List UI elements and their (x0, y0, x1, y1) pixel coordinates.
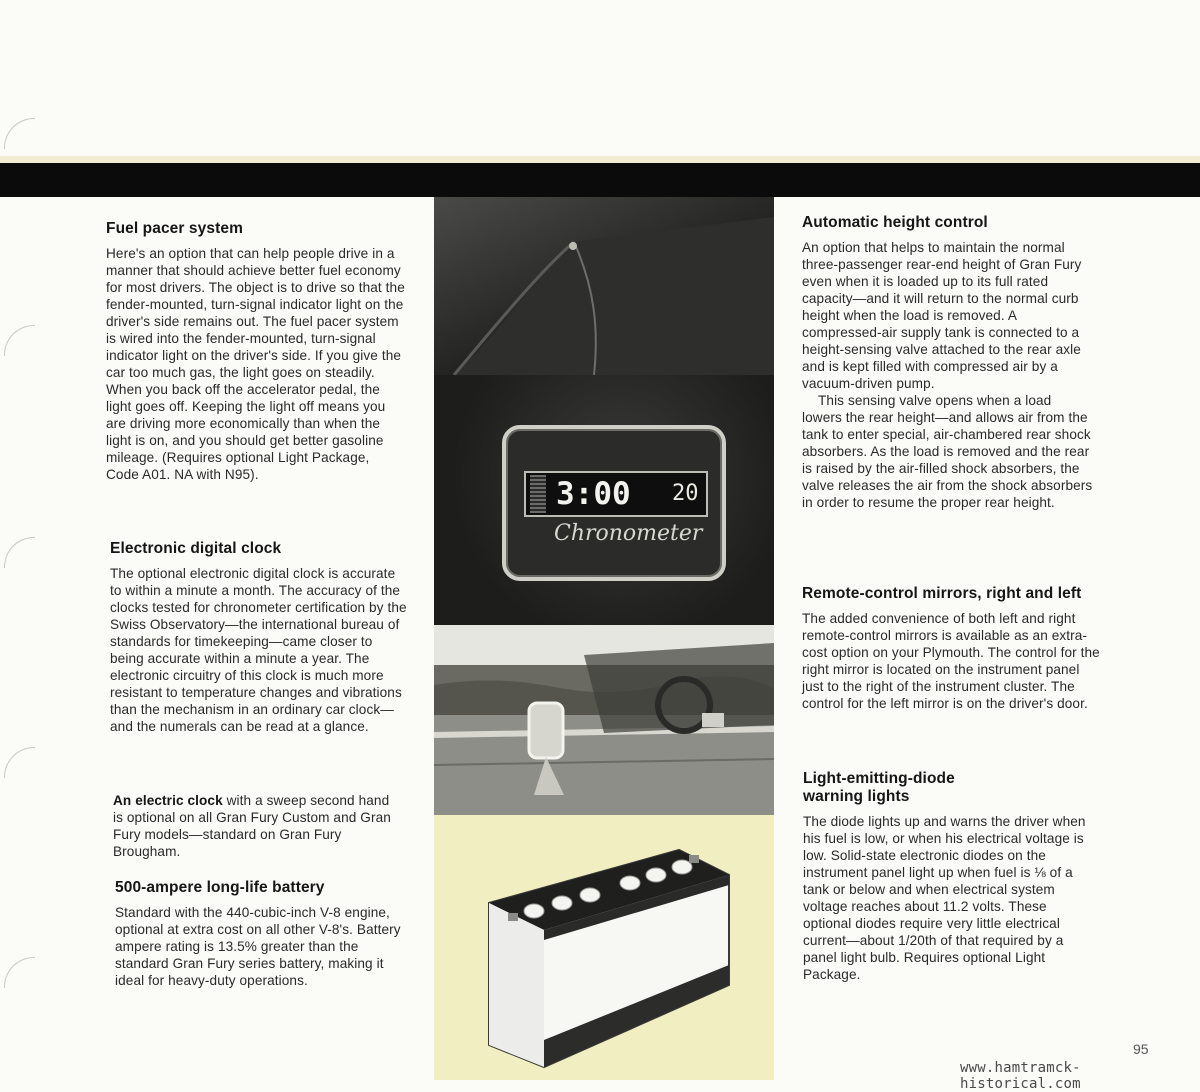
digital-clock-section (110, 540, 410, 735)
watermark: www.hamtramck-historical.com (960, 1060, 1081, 1092)
height-control-body-1: An option that helps to maintain the normal three-passenger rear-end height of Gran Fury even when it is loaded up to its full rated capacity—and it will return to the normal curb height when the load is removed. A compressed-air supply tank is connected to a height-sensing valve attached to the rear axle and is kept filled with compressed air by a vacuum-driven pump. (802, 240, 1082, 391)
led-body: The diode lights up and warns the driver when his fuel is low, or when his electrical voltage is low. Solid-state electronic diodes on the instrument panel light up when fuel is ⅛ of a tank or below and when electrical system voltage reaches about 11.2 volts. These optional diodes require very little electrical current—about 1/20th of that required by a panel light bulb. Requires optional Light Package. (803, 814, 1086, 982)
clock-display (524, 471, 708, 517)
fuel-pacer-body: Here's an option that can help people drive in a manner that should achieve better fuel economy for most drivers. The object is to drive so that the fender-mounted, turn-signal indicator light on the driver's side remains out. The fuel pacer system is wired into the fender-mounted, turn-signal indicator light on the driver's side. If you give the car too much gas, the light goes on steadily. When you back off the accelerator pedal, the light goes off. Keeping the light off means you are driving more economically than when the light is on, and you should get better gasoline mileage. (Requires optional Light Package, Code A01. NA with N95). (106, 246, 405, 482)
binder-hole-mark (4, 957, 35, 988)
page-number: 95 (1133, 1041, 1149, 1057)
battery-body: Standard with the 440-cubic-inch V-8 engine, optional at extra cost on all other V-8's. Battery ampere rating is 13.5% greater than the standard Gran Fury series battery, making it ideal for heavy-duty operations. (115, 905, 401, 988)
car-hood-photo (434, 197, 774, 375)
fuel-pacer-heading: Fuel pacer system (106, 220, 243, 237)
electric-clock-paragraph (113, 792, 398, 860)
digital-clock-heading: Electronic digital clock (110, 540, 282, 557)
clock-brand: Chronometer (554, 521, 703, 546)
mirrors-section (802, 585, 1100, 712)
led-heading: Light-emitting-diode warning lights (803, 770, 955, 805)
header-bar-edge (0, 156, 1200, 163)
clock-bezel (502, 425, 726, 581)
mirror-image (434, 625, 774, 815)
car-hood-image (434, 197, 774, 375)
mirror-photo (434, 625, 774, 815)
height-control-body-2: This sensing valve opens when a load lowers the rear height—and allows air from the tank to enter special, air-chambered rear shock absorbers. As the load is removed and the rear is raised by the air-filled shock absorbers, the valve releases the air from the shock absorbers in order to resume the proper rear height. (802, 393, 1093, 510)
height-control-section (802, 214, 1094, 511)
header-bar (0, 163, 1200, 197)
mirrors-heading: Remote-control mirrors, right and left (802, 585, 1082, 602)
battery-photo (434, 815, 774, 1080)
electric-clock-body: with a sweep second hand is optional on all Gran Fury Custom and Gran Fury models—standard on Gran Fury Brougham. (113, 793, 391, 859)
clock-time: 3:00 (556, 476, 631, 512)
binder-hole-mark (4, 537, 35, 568)
mirrors-body: The added convenience of both left and right remote-control mirrors is available as an extra-cost option on your Plymouth. The control for the right mirror is located on the instrument panel just to the right of the instrument cluster. The control for the left mirror is on the driver's door. (802, 611, 1100, 711)
clock-adjust-wheel (530, 475, 546, 513)
height-control-heading: Automatic height control (802, 214, 988, 231)
left-column (106, 220, 406, 483)
binder-hole-mark (4, 118, 35, 149)
battery-image (434, 815, 774, 1080)
clock-seconds: 20 (672, 481, 699, 506)
battery-heading: 500-ampere long-life battery (115, 879, 325, 896)
digital-clock-photo (434, 375, 774, 625)
electric-clock-section (113, 792, 398, 860)
binder-hole-mark (4, 325, 35, 356)
battery-section (115, 879, 405, 989)
electric-clock-lead: An electric clock (113, 793, 223, 808)
led-section (803, 770, 1093, 983)
binder-hole-mark (4, 747, 35, 778)
digital-clock-body: The optional electronic digital clock is accurate to within a minute a month. The accuracy of the clocks tested for chronometer certification by the Swiss Observatory—the international bureau of standards for timekeeping—came closer to being accurate within a minute a year. The electronic circuitry of this clock is much more resistant to temperature changes and vibrations than the mechanism in an ordinary car clock—and the numerals can be read at a glance. (110, 566, 407, 734)
